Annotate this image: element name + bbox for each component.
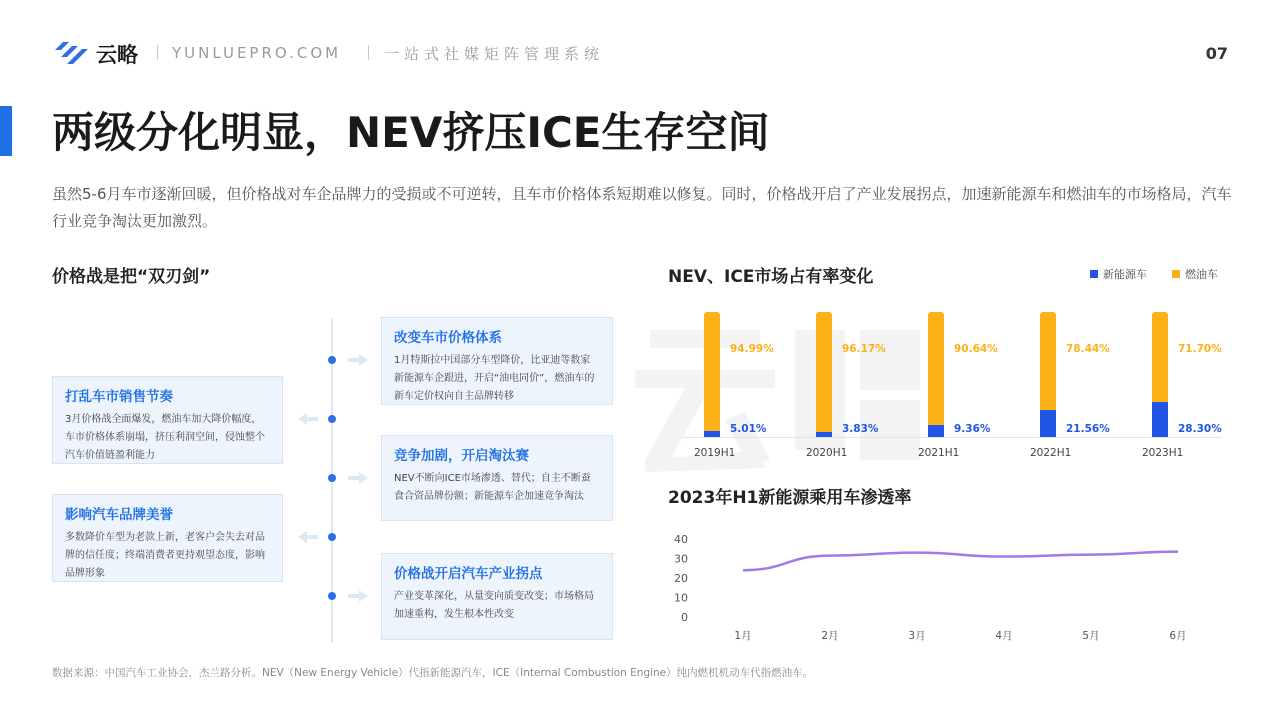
legend-label-nev: 新能源车: [1103, 268, 1147, 281]
penetration-line: [743, 552, 1178, 571]
xtick-2022H1: 2022H1: [1030, 447, 1072, 459]
label-ice-2019H1: 94.99%: [730, 343, 774, 355]
timeline-dot: [328, 474, 336, 482]
box-title: 价格战开启汽车产业拐点: [394, 566, 543, 582]
watermark-logo: [630, 300, 930, 480]
ytick-40: 40: [674, 533, 688, 546]
ytick-20: 20: [674, 572, 688, 585]
chart-title-penetration: 2023年H1新能源乘用车渗透率: [668, 488, 912, 508]
label-nev-2021H1: 9.36%: [954, 423, 991, 435]
xtick-2019H1: 2019H1: [694, 447, 736, 459]
arrow-right-icon: [348, 472, 368, 484]
ytick-10: 10: [674, 591, 688, 605]
brand-name: 云略: [96, 43, 138, 67]
header-divider: [157, 45, 158, 60]
legend-ice: [1172, 266, 1218, 282]
label-nev-2022H1: 21.56%: [1066, 423, 1110, 435]
info-box-elimination: [381, 435, 613, 521]
arrow-right-icon: [348, 590, 368, 602]
legend-swatch-ice: [1172, 270, 1180, 278]
box-title: 打乱车市销售节奏: [65, 389, 173, 405]
arrow-right-icon: [348, 354, 368, 366]
timeline-dot: [328, 415, 336, 423]
chart-title-market-share: NEV、ICE市场占有率变化: [668, 267, 874, 287]
xtick-2月: 2月: [821, 630, 839, 642]
xtick-5月: 5月: [1082, 630, 1100, 642]
box-text: 产业变革深化，从量变向质变改变；市场格局加速重构，发生根本性改变: [394, 591, 594, 620]
timeline-dot: [328, 592, 336, 600]
arrow-left-icon: [298, 531, 318, 543]
source-note: 数据来源：中国汽车工业协会，杰兰路分析。NEV（New Energy Vehicle）代指新能源汽车，ICE（Internal Combustion Engine）纯内燃机机动车代指燃油车。: [52, 667, 814, 679]
xtick-2021H1: 2021H1: [918, 447, 960, 459]
info-box-sales-rhythm: [52, 376, 283, 464]
info-box-price-system: [381, 317, 613, 405]
box-text: 多数降价车型为老款上新，老客户会失去对品牌的信任度；终端消费者更持观望态度，影响品牌形象: [65, 532, 265, 579]
box-title: 竞争加剧，开启淘汰赛: [394, 448, 529, 464]
ytick-0: 0: [681, 611, 688, 624]
section-title-price-war: 价格战是把“双刃剑”: [52, 267, 211, 287]
line-chart-penetration: [660, 520, 1220, 650]
legend-label-ice: 燃油车: [1185, 268, 1218, 281]
title-accent-bar: [0, 106, 12, 156]
timeline-dot: [328, 533, 336, 541]
label-ice-2021H1: 90.64%: [954, 343, 998, 355]
xtick-1月: 1月: [734, 630, 752, 642]
box-text: 3月价格战全面爆发，燃油车加大降价幅度，车市价格体系崩塌，挤压利润空间，侵蚀整个汽车价值链盈利能力: [65, 414, 265, 461]
xtick-2020H1: 2020H1: [806, 447, 848, 459]
intro-paragraph: 虽然5-6月车市逐渐回暖，但价格战对车企品牌力的受损或不可逆转，且车市价格体系短期难以修复。同时，价格战开启了产业发展拐点，加速新能源车和燃油车的市场格局，汽车行业竞争淘汰更加激烈。: [52, 185, 1232, 230]
box-text: 1月特斯拉中国部分车型降价，比亚迪等数家新能源车企跟进，开启“油电同价”，燃油车的新车定价权向自主品牌转移: [394, 355, 595, 402]
legend-nev: [1090, 266, 1147, 282]
bar-ice-2023H1: [1152, 312, 1168, 402]
bar-nev-2023H1: [1152, 402, 1168, 437]
ytick-30: 30: [674, 552, 688, 566]
xtick-6月: 6月: [1169, 630, 1187, 642]
label-nev-2023H1: 28.30%: [1178, 423, 1222, 435]
box-text: NEV不断向ICE市场渗透、替代；自主不断蚕食合资品牌份额；新能源车企加速竞争淘汰: [394, 473, 591, 502]
bar-nev-2022H1: [1040, 410, 1056, 437]
box-title: 影响汽车品牌美誉: [65, 507, 173, 523]
label-nev-2019H1: 5.01%: [730, 423, 767, 435]
bar-nev-2021H1: [928, 425, 944, 437]
xtick-2023H1: 2023H1: [1142, 447, 1184, 459]
timeline-dot: [328, 356, 336, 364]
bar-ice-2022H1: [1040, 312, 1056, 410]
bar-ice-2021H1: [928, 312, 944, 425]
box-title: 改变车市价格体系: [394, 330, 502, 346]
info-box-turning-point: [381, 553, 613, 640]
page-title: 两级分化明显，NEV挤压ICE生存空间: [52, 108, 770, 157]
logo-icon: [52, 40, 90, 66]
page-number: 07: [1205, 44, 1228, 63]
info-box-brand-reputation: [52, 494, 283, 582]
site-url: YUNLUEPRO.COM: [172, 44, 342, 62]
label-nev-2020H1: 3.83%: [842, 423, 879, 435]
arrow-left-icon: [298, 413, 318, 425]
label-ice-2023H1: 71.70%: [1178, 343, 1222, 355]
header-divider: [368, 45, 369, 60]
slogan: 一站式社媒矩阵管理系统: [384, 45, 605, 63]
legend-swatch-nev: [1090, 270, 1098, 278]
label-ice-2020H1: 96.17%: [842, 343, 886, 355]
label-ice-2022H1: 78.44%: [1066, 343, 1110, 355]
xtick-3月: 3月: [908, 630, 926, 642]
xtick-4月: 4月: [995, 630, 1013, 642]
